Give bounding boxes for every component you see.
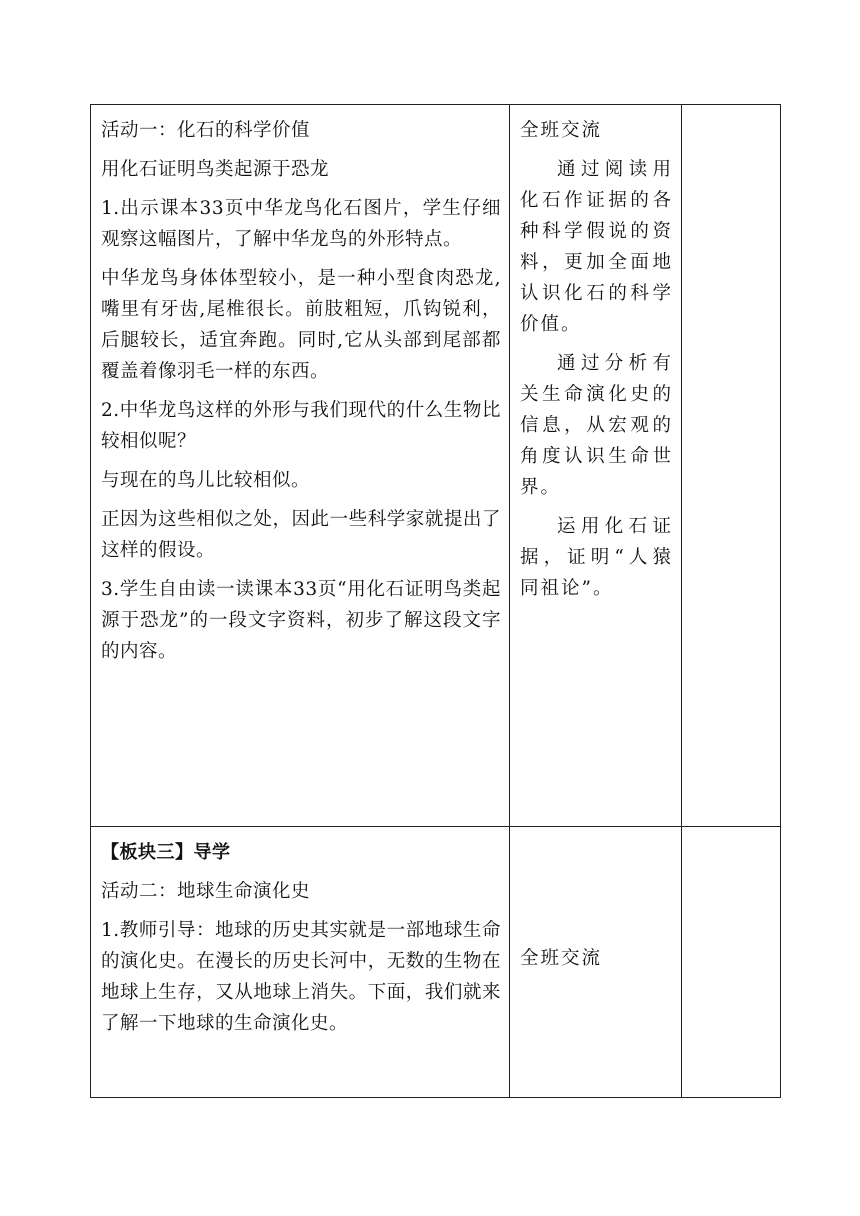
lesson-table bbox=[90, 104, 781, 1098]
activity-cell bbox=[91, 105, 510, 827]
intent-text: 运用化石证据，证明“人猿同祖论”。 bbox=[520, 516, 673, 599]
design-intent-cell bbox=[510, 105, 682, 827]
exchange-label: 全班交流 bbox=[520, 947, 603, 969]
step-text: 2.中华龙鸟这样的外形与我们现代的什么生物比较相似呢？ bbox=[101, 400, 501, 452]
answer-text: 与现在的鸟儿比较相似。 bbox=[101, 470, 311, 491]
empty-cell bbox=[682, 105, 781, 827]
step-text: 1.出示课本33页中华龙鸟化石图片，学生仔细观察这幅图片，了解中华龙鸟的外形特点。 bbox=[101, 198, 501, 250]
table-row bbox=[91, 105, 781, 827]
activity-title: 活动二：地球生命演化史 bbox=[101, 881, 311, 902]
design-intent-cell bbox=[510, 827, 682, 1098]
step-text: 3.学生自由读一读课本33页“用化石证明鸟类起源于恐龙”的一段文字资料，初步了解这段文字的内容。 bbox=[101, 579, 501, 662]
activity-cell bbox=[91, 827, 510, 1098]
intent-text: 通过分析有关生命演化史的信息，从宏观的角度认识生命世界。 bbox=[520, 353, 673, 498]
section-heading: 【板块三】导学 bbox=[101, 842, 231, 863]
intent-text: 通过阅读用化石作证据的各种科学假说的资料，更加全面地认识化石的科学价值。 bbox=[520, 159, 673, 335]
empty-cell bbox=[682, 827, 781, 1098]
description-text: 正因为这些相似之处，因此一些科学家就提出了这样的假设。 bbox=[101, 509, 501, 561]
description-text: 中华龙鸟身体体型较小，是一种小型食肉恐龙,嘴里有牙齿,尾椎很长。前肢粗短，爪钩锐利，后腿较长，适宜奔跑。同时,它从头部到尾部都覆盖着像羽毛一样的东西。 bbox=[101, 268, 501, 382]
activity-subtitle: 用化石证明鸟类起源于恐龙 bbox=[101, 159, 330, 180]
step-text: 1.教师引导：地球的历史其实就是一部地球生命的演化史。在漫长的历史长河中，无数的生物在地球上生存，又从地球上消失。下面，我们就来了解一下地球的生命演化史。 bbox=[101, 920, 501, 1034]
activity-title: 活动一：化石的科学价值 bbox=[101, 120, 311, 141]
table-row bbox=[91, 827, 781, 1098]
exchange-label: 全班交流 bbox=[520, 120, 603, 141]
